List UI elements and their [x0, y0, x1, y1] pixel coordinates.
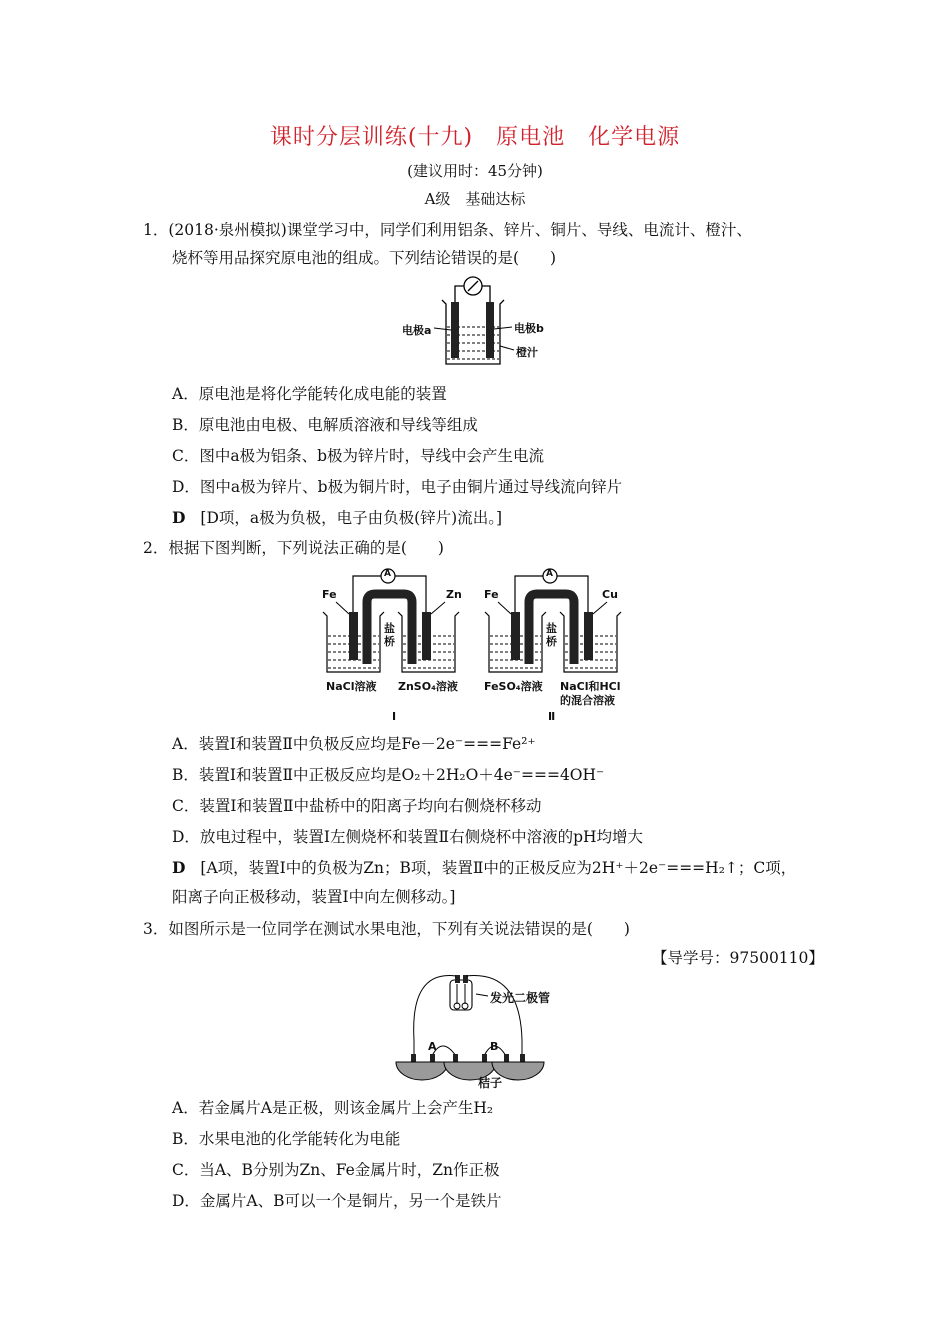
- q2-answer-text-1: [A项，装置Ⅰ中的负极为Zn；B项，装置Ⅱ中的正极反应为2H⁺＋2e⁻===H₂↑；C项，: [200, 859, 797, 877]
- q3-option-d: D．金属片A、B可以一个是铜片，另一个是铁片: [172, 1192, 502, 1210]
- q2-stem: 2．根据下图判断，下列说法正确的是( ): [143, 539, 444, 557]
- time-hint: (建议用时：45分钟): [407, 162, 543, 180]
- q2-sol-mix-line2: 的混合溶液: [560, 694, 615, 707]
- level-heading: A级 基础达标: [424, 190, 526, 208]
- q1-stem-line1: 1．(2018·泉州模拟)课堂学习中，同学们利用铝条、锌片、铜片、导线、电流计、橙汁、: [143, 221, 752, 239]
- q1-answer-text: [D项，a极为负极，电子由负极(锌片)流出。]: [200, 509, 502, 527]
- page-title: 课时分层训练(十九) 原电池 化学电源: [269, 125, 681, 150]
- q2-sol-mix-line1: NaCl和HCl: [560, 680, 621, 693]
- q1-label-juice: 橙汁: [516, 346, 538, 359]
- q2-answer-line2: 阳离子向正极移动，装置Ⅰ中向左侧移动。]: [172, 888, 456, 906]
- q3-option-c: C．当A、B分别为Zn、Fe金属片时，Zn作正极: [172, 1161, 500, 1179]
- device-2: [485, 569, 621, 672]
- q2-option-c: C．装置Ⅰ和装置Ⅱ中盐桥中的阳离子均向右侧烧杯移动: [172, 797, 542, 815]
- q2-option-a: A．装置Ⅰ和装置Ⅱ中负极反应均是Fe－2e⁻===Fe²⁺: [172, 735, 536, 753]
- q1-option-a: A．原电池是将化学能转化成电能的装置: [172, 385, 447, 403]
- q2-sol-feso4: FeSO₄溶液: [484, 680, 543, 693]
- q2-label-zn: Zn: [446, 588, 462, 601]
- q3-stem: 3．如图所示是一位同学在测试水果电池，下列有关说法错误的是( ): [143, 920, 630, 938]
- q3-label-led: 发光二极管: [490, 991, 551, 1005]
- q2-option-d: D．放电过程中，装置Ⅰ左侧烧杯和装置Ⅱ右侧烧杯中溶液的pH均增大: [172, 828, 644, 846]
- q1-answer-letter: D: [172, 508, 186, 527]
- q3-label-plate-b: B: [490, 1040, 499, 1053]
- q2-label-cu: Cu: [602, 588, 618, 601]
- q2-device-label-2: Ⅱ: [548, 710, 556, 723]
- q3-guide-number: 【导学号：97500110】: [652, 949, 824, 967]
- q2-salt-bridge-2: 盐桥: [546, 622, 557, 648]
- q3-option-b: B．水果电池的化学能转化为电能: [172, 1130, 401, 1148]
- q2-sol-znso4: ZnSO₄溶液: [398, 680, 458, 693]
- q2-option-b: B．装置Ⅰ和装置Ⅱ中正极反应均是O₂＋2H₂O＋4e⁻===4OH⁻: [172, 766, 605, 784]
- q2-device-label-1: Ⅰ: [392, 710, 397, 723]
- q3-label-orange: 桔子: [478, 1076, 503, 1090]
- q3-option-a: A．若金属片A是正极，则该金属片上会产生H₂: [172, 1099, 494, 1117]
- q1-option-c: C．图中a极为铝条、b极为锌片时，导线中会产生电流: [172, 447, 545, 465]
- q2-sol-nacl: NaCl溶液: [326, 680, 377, 693]
- q2-ammeter-1: A: [384, 569, 391, 579]
- q1-label-electrode-b: 电极b: [514, 322, 544, 335]
- q3-label-plate-a: A: [428, 1040, 437, 1053]
- q3-figure-fruit-battery: [390, 970, 550, 1090]
- q1-answer: [172, 506, 502, 528]
- q1-option-b: B．原电池由电极、电解质溶液和导线等组成: [172, 416, 478, 434]
- device-1: [323, 569, 459, 672]
- q1-option-d: D．图中a极为锌片、b极为铜片时，电子由铜片通过导线流向锌片: [172, 478, 623, 496]
- q2-label-fe-1: Fe: [322, 588, 337, 601]
- q2-label-fe-2: Fe: [484, 588, 499, 601]
- q2-answer-line1: [172, 856, 796, 878]
- q2-ammeter-2: A: [546, 569, 553, 579]
- q1-stem-line2: 烧杯等用品探究原电池的组成。下列结论错误的是( ): [172, 249, 557, 267]
- q1-label-electrode-a: 电极a: [402, 324, 432, 337]
- q2-salt-bridge-1: 盐桥: [384, 622, 395, 648]
- q2-answer-letter: D: [172, 858, 186, 877]
